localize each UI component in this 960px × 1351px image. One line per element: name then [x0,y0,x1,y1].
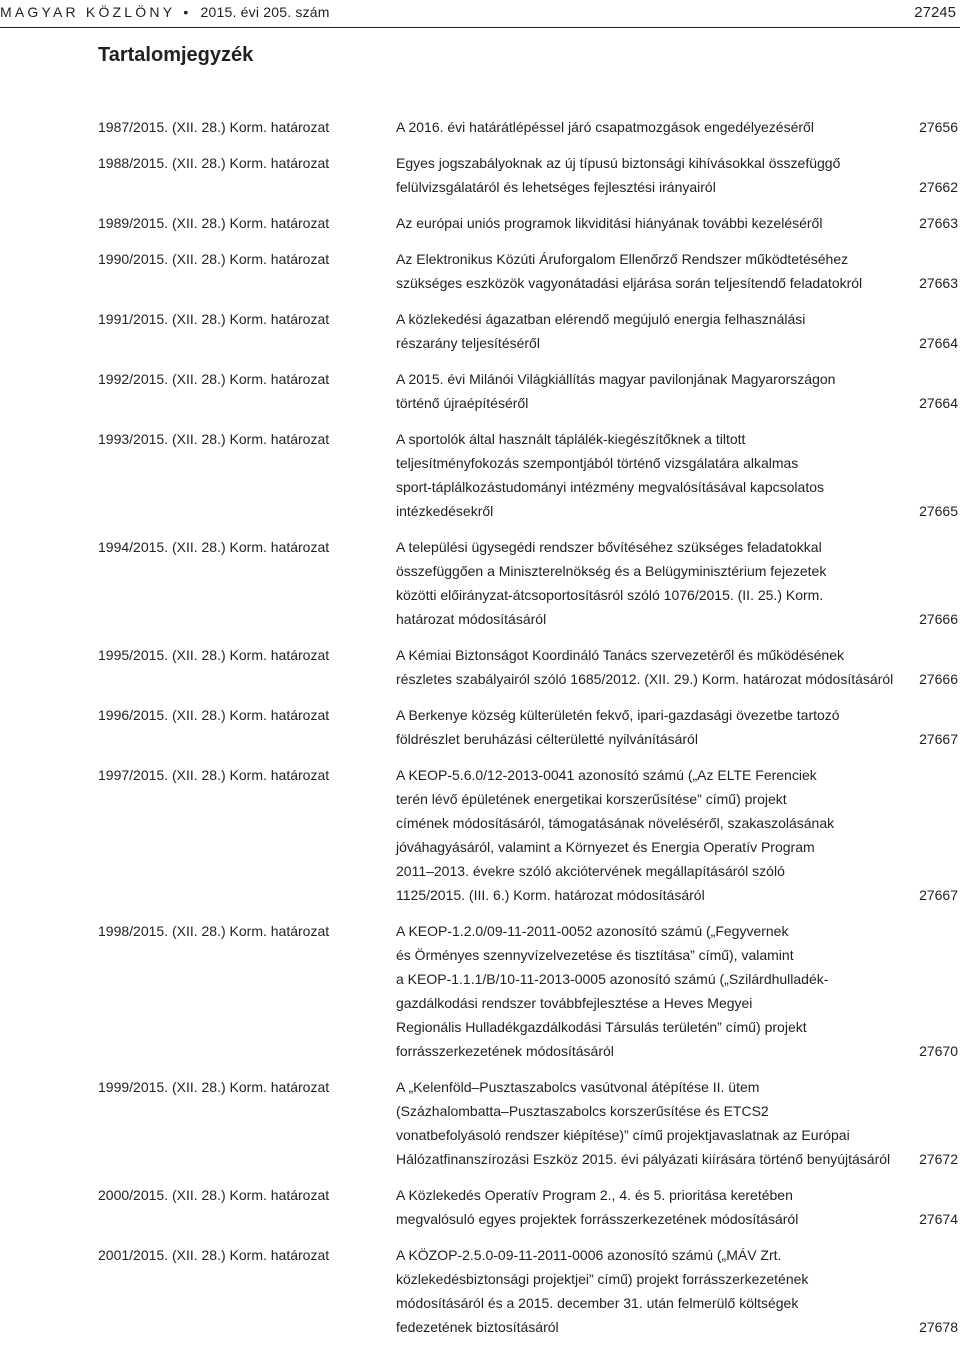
description-line: összefüggően a Miniszterelnökség és a Belügyminisztérium fejezetek [396,563,827,579]
entry-description [396,211,916,235]
description-line: módosításáról és a 2015. december 31. után felmerülő költségek [396,1295,799,1311]
description-line: részletes szabályairól szóló 1685/2012. (XII. 29.) Korm. határozat módosításáról [396,671,894,687]
description-line: A sportolók által használt táplálék-kiegészítőknek a tiltott [396,431,746,447]
entry-page-number: 27666 [919,671,958,687]
entry-page-number: 27670 [919,1043,958,1059]
entry-reference: 1987/2015. (XII. 28.) Korm. határozat [98,119,330,135]
entry-reference: 1989/2015. (XII. 28.) Korm. határozat [98,215,330,231]
toc-entry [0,1075,960,1183]
entry-page-number: 27674 [919,1211,958,1227]
description-line: (Százhalombatta–Pusztaszabolcs korszerűsítése és ETCS2 [396,1103,769,1119]
entry-description [396,307,916,355]
description-line: közötti előirányzat-átcsoportosításról szóló 1076/2015. (II. 25.) Korm. [396,587,824,603]
entry-description [396,763,916,907]
description-line: Regionális Hulladékgazdálkodási Társulás területén” című) projekt [396,1019,807,1035]
entry-page-number: 27678 [919,1319,958,1335]
toc-entry [0,151,960,211]
entry-description [396,1075,916,1171]
description-line: felülvizsgálatáról és lehetséges fejlesztési irányairól [396,179,716,195]
toc-entry [0,1243,960,1351]
entry-reference: 1998/2015. (XII. 28.) Korm. határozat [98,923,330,939]
entry-description [396,919,916,1063]
entry-reference: 1988/2015. (XII. 28.) Korm. határozat [98,155,330,171]
entry-reference: 1997/2015. (XII. 28.) Korm. határozat [98,767,330,783]
description-line: A települési ügysegédi rendszer bővítéséhez szükséges feladatokkal [396,539,822,555]
description-line: A 2015. évi Milánói Világkiállítás magyar pavilonjának Magyarországon [396,371,836,387]
toc-entry [0,427,960,535]
entry-description [396,643,916,691]
description-line: határozat módosításáról [396,611,547,627]
description-line: jóváhagyásáról, valamint a Környezet és Energia Operatív Program [396,839,815,855]
description-line: szükséges eszközök vagyonátadási eljárása során teljesítendő feladatokról [396,275,863,291]
description-line: intézkedésekről [396,503,494,519]
description-line: címének módosításáról, támogatásának növeléséről, szakaszolásának [396,815,835,831]
entry-page-number: 27663 [919,275,958,291]
description-line: A közlekedési ágazatban elérendő megújuló energia felhasználási [396,311,806,327]
description-line: Az Elektronikus Közúti Áruforgalom Ellenőrző Rendszer működtetéséhez [396,251,849,267]
description-line: A Berkenye község külterületén fekvő, ipari-gazdasági övezetbe tartozó [396,707,840,723]
description-line: gazdálkodási rendszer továbbfejlesztése a Heves Megyei [396,995,753,1011]
entry-page-number: 27656 [919,119,958,135]
toc-entry [0,643,960,703]
toc-entry [0,307,960,367]
description-line: Az európai uniós programok likviditási hiányának további kezeléséről [396,215,823,231]
entry-description [396,535,916,631]
issue-number: 2015. évi 205. szám [200,4,330,20]
description-line: A Közlekedés Operatív Program 2., 4. és 5. prioritása keretében [396,1187,793,1203]
entry-page-number: 27667 [919,731,958,747]
entry-page-number: 27667 [919,887,958,903]
description-line: közlekedésbiztonsági projektjei” című) projekt forrásszerkezetének [396,1271,809,1287]
toc-entry [0,703,960,763]
description-line: A KÖZOP-2.5.0-09-11-2011-0006 azonosító számú („MÁV Zrt. [396,1247,782,1263]
toc-entry [0,919,960,1075]
description-line: A Kémiai Biztonságot Koordináló Tanács szervezetéről és működésének [396,647,844,663]
description-line: terén lévő épületének energetikai korszerűsítése” című) projekt [396,791,787,807]
description-line: Hálózatfinanszírozási Eszköz 2015. évi pályázati kiírására történő benyújtásáról [396,1151,891,1167]
entry-reference: 2000/2015. (XII. 28.) Korm. határozat [98,1187,330,1203]
entry-reference: 1994/2015. (XII. 28.) Korm. határozat [98,539,330,555]
entry-description [396,151,916,199]
description-line: megvalósuló egyes projektek forrásszerkezetének módosításáról [396,1211,799,1227]
description-line: földrészlet beruházási célterületté nyilvánításáról [396,731,698,747]
description-line: a KEOP-1.1.1/B/10-11-2013-0005 azonosító számú („Szilárdhulladék- [396,971,829,987]
page-title: Tartalomjegyzék [98,44,254,66]
toc-entry [0,115,960,151]
entry-reference: 1990/2015. (XII. 28.) Korm. határozat [98,251,330,267]
running-header [0,0,960,28]
entry-page-number: 27665 [919,503,958,519]
entry-description [396,427,916,523]
description-line: A 2016. évi határátlépéssel járó csapatmozgások engedélyezéséről [396,119,814,135]
entry-reference: 1993/2015. (XII. 28.) Korm. határozat [98,431,330,447]
entry-reference: 1996/2015. (XII. 28.) Korm. határozat [98,707,330,723]
header-left [0,4,330,20]
description-line: sport-táplálkozástudományi intézmény megvalósításával kapcsolatos [396,479,824,495]
description-line: A KEOP-5.6.0/12-2013-0041 azonosító számú („Az ELTE Ferenciek [396,767,817,783]
description-line: történő újraépítéséről [396,395,529,411]
header-bullet: • [183,4,189,20]
description-line: 1125/2015. (III. 6.) Korm. határozat módosításáról [396,887,705,903]
entry-description [396,115,916,139]
entry-reference: 1991/2015. (XII. 28.) Korm. határozat [98,311,330,327]
description-line: A „Kelenföld–Pusztaszabolcs vasútvonal átépítése II. ütem [396,1079,760,1095]
toc-entry [0,367,960,427]
entry-page-number: 27664 [919,335,958,351]
entry-reference: 1995/2015. (XII. 28.) Korm. határozat [98,647,330,663]
table-of-contents [0,115,960,1351]
description-line: forrásszerkezetének módosításáról [396,1043,614,1059]
entry-reference: 2001/2015. (XII. 28.) Korm. határozat [98,1247,330,1263]
entry-page-number: 27672 [919,1151,958,1167]
entry-page-number: 27664 [919,395,958,411]
description-line: teljesítményfokozás szempontjából történő vizsgálatára alkalmas [396,455,799,471]
page-number: 27245 [914,4,956,21]
journal-name: MAGYAR KÖZLÖNY [0,4,176,20]
entry-description [396,1183,916,1231]
description-line: vonatbefolyásoló rendszer kiépítése)” című projektjavaslatnak az Európai [396,1127,850,1143]
description-line: Egyes jogszabályoknak az új típusú biztonsági kihívásokkal összefüggő [396,155,841,171]
entry-description [396,1243,916,1339]
toc-entry [0,535,960,643]
toc-entry [0,763,960,919]
description-line: fedezetének biztosításáról [396,1319,559,1335]
entry-reference: 1992/2015. (XII. 28.) Korm. határozat [98,371,330,387]
description-line: és Örményes szennyvízelvezetése és tisztítása” című), valamint [396,947,794,963]
entry-description [396,703,916,751]
entry-description [396,367,916,415]
entry-page-number: 27662 [919,179,958,195]
entry-reference: 1999/2015. (XII. 28.) Korm. határozat [98,1079,330,1095]
description-line: részarány teljesítéséről [396,335,540,351]
entry-page-number: 27663 [919,215,958,231]
entry-page-number: 27666 [919,611,958,627]
description-line: 2011–2013. évekre szóló akciótervének megállapításáról szóló [396,863,785,879]
description-line: A KEOP-1.2.0/09-11-2011-0052 azonosító számú („Fegyvernek [396,923,789,939]
entry-description [396,247,916,295]
toc-entry [0,247,960,307]
toc-entry [0,1183,960,1243]
toc-entry [0,211,960,247]
